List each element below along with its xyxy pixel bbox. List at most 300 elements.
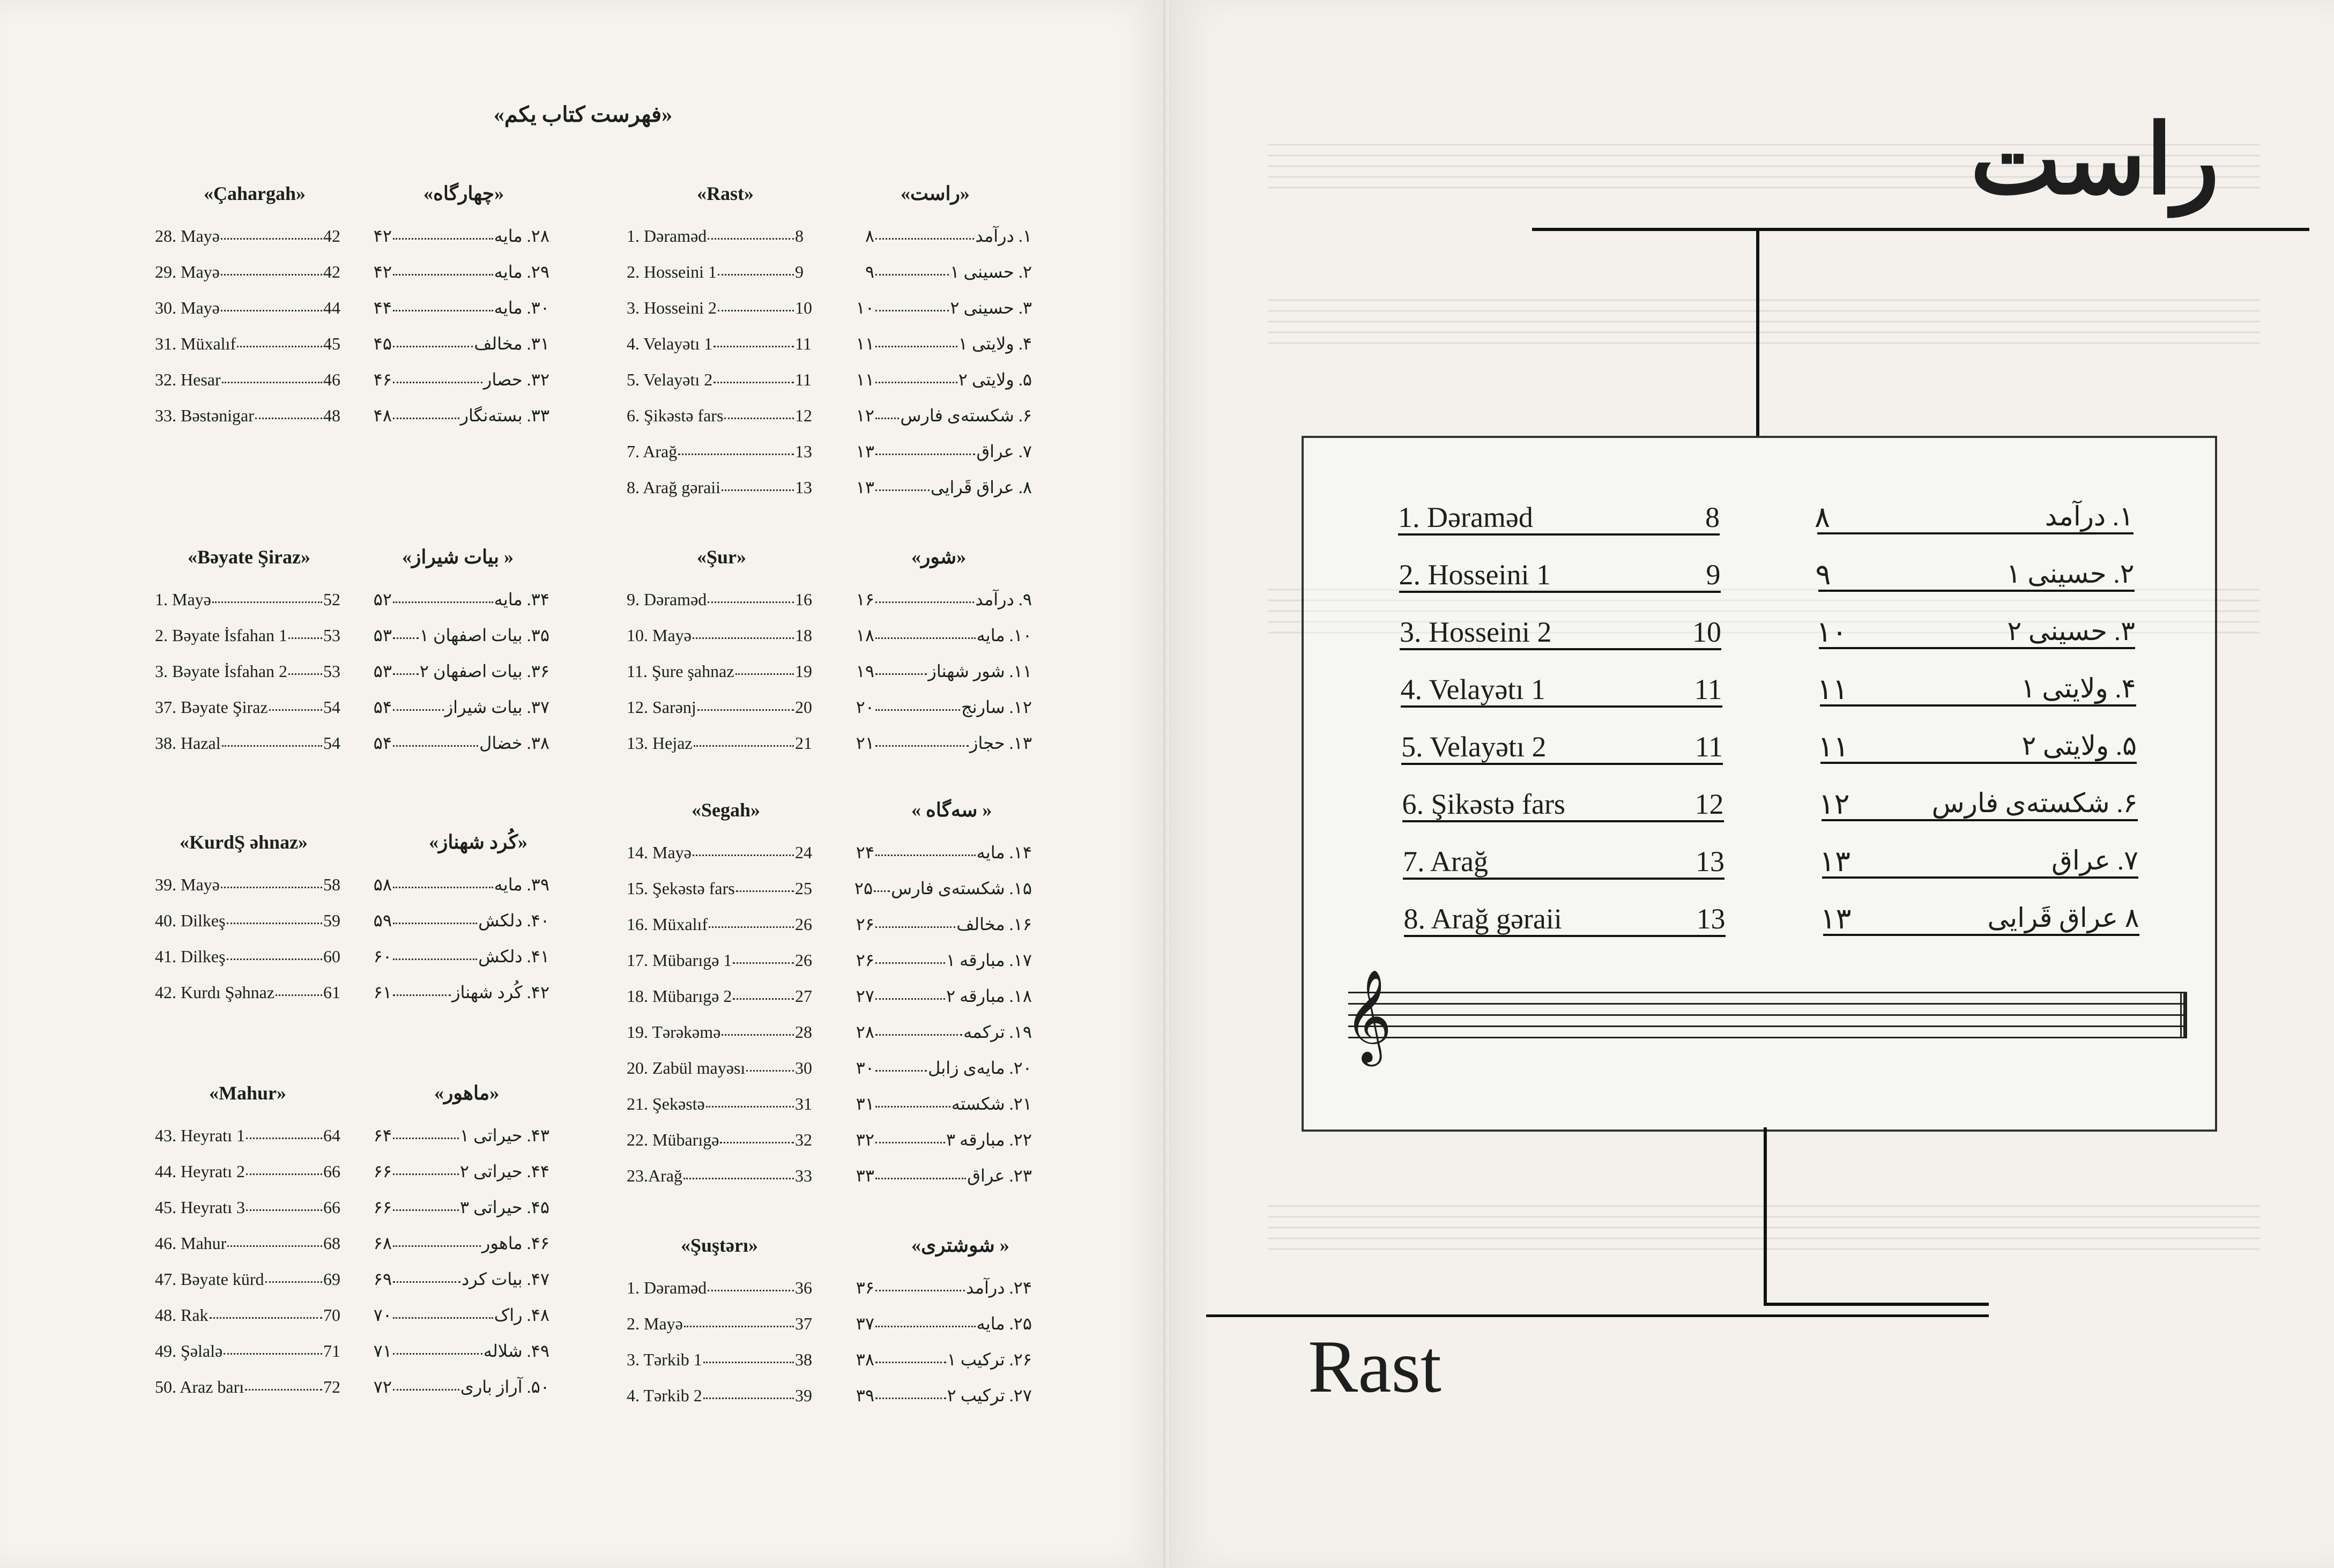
entry-title-persian: ۱۰. مایه (976, 626, 1032, 645)
entry-page-number: 61 (323, 983, 340, 1002)
entry-page-number: 54 (323, 733, 340, 753)
contents-item-page-persian: ۹ (1815, 559, 1831, 591)
index-entry-persian (362, 297, 549, 318)
index-section-heading-latin: «Bəyate Şiraz» (188, 546, 310, 568)
entry-page-number-persian: ۳۳ (856, 1166, 874, 1185)
leader-dots (288, 673, 322, 675)
section-title-english: Rast (1308, 1325, 1441, 1408)
index-entry-latin (627, 297, 812, 318)
index-entry-persian (362, 910, 549, 931)
leader-dots (684, 1326, 794, 1327)
entry-page-number-persian: ۶۸ (373, 1233, 392, 1253)
entry-title: 50. Araz barı (155, 1377, 244, 1396)
entry-title: 45. Heyratı 3 (155, 1198, 245, 1217)
entry-title: 5. Velayətı 2 (627, 370, 713, 389)
index-entry-latin (627, 696, 812, 718)
leader-dots (709, 926, 794, 928)
index-entry-latin (627, 1277, 812, 1298)
title-connector-vertical (1756, 229, 1759, 437)
leader-dots (746, 1070, 794, 1072)
contents-item-persian: ۲. حسینی ۱ (1818, 558, 2135, 592)
leader-dots (393, 382, 482, 383)
entry-title-persian: ۱۱. شور شهناز (928, 662, 1032, 681)
entry-title: 41. Dilkeş (155, 947, 226, 966)
entry-title-persian: ۲۵. مایه (976, 1314, 1032, 1333)
entry-title-persian: ۳۵. بیات اصفهان ۱ (419, 626, 549, 645)
leader-dots (708, 238, 794, 240)
leader-dots (720, 1142, 794, 1143)
entry-title: 17. Mübarıgə 1 (627, 950, 732, 970)
leader-dots (393, 310, 493, 311)
entry-page-number-persian: ۹ (865, 262, 874, 281)
entry-page-number: 32 (795, 1130, 812, 1149)
entry-page-number-persian: ۴۸ (373, 406, 392, 425)
entry-page-number-persian: ۲۰ (856, 697, 874, 717)
entry-title-persian: ۴۷. بیات کرد (462, 1269, 549, 1289)
section-title-persian: راست (1970, 107, 2219, 214)
leader-dots (393, 958, 477, 960)
leader-dots (875, 346, 957, 347)
contents-item-latin (1400, 616, 1721, 650)
index-entry-latin (155, 732, 340, 754)
index-section-heading-persian: «کُرد شهناز» (429, 831, 528, 853)
entry-title-persian: ۲۸. مایه (494, 226, 549, 246)
entry-page-number-persian: ۴۴ (373, 298, 392, 317)
entry-title: 14. Mayə (627, 843, 692, 862)
leader-dots (222, 382, 322, 383)
entry-page-number-persian: ۵۸ (373, 875, 392, 894)
index-entry-persian (844, 985, 1032, 1007)
contents-item-page-persian: ۱۰ (1816, 616, 1848, 648)
entry-page-number-persian: ۶۶ (373, 1198, 392, 1217)
entry-title: 48. Rak (155, 1305, 209, 1325)
entry-title-persian: ۳۰. مایه (494, 298, 549, 317)
entry-page-number: 25 (795, 879, 812, 898)
contents-item-title: 3. Hosseini 2 (1400, 616, 1552, 648)
index-entry-latin (627, 878, 812, 899)
index-entry-latin (627, 732, 812, 754)
index-section-heading-persian: «راست» (901, 183, 970, 204)
entry-page-number-persian: ۱۱ (856, 334, 874, 353)
entry-title-persian: ۱۴. مایه (976, 843, 1032, 862)
index-entry-latin (155, 261, 340, 283)
entry-title: 22. Mübarıgə (627, 1130, 719, 1149)
index-entry-latin (627, 842, 812, 863)
contents-item-page: 13 (1696, 903, 1726, 935)
entry-page-number-persian: ۶۴ (373, 1126, 392, 1145)
leader-dots (393, 1173, 459, 1175)
entry-page-number: 54 (323, 697, 340, 717)
entry-page-number-persian: ۶۱ (373, 983, 392, 1002)
leader-dots (393, 887, 493, 888)
entry-page-number: 8 (795, 226, 804, 246)
contents-item-page-persian: ۱۳ (1819, 845, 1851, 878)
leader-dots (722, 1034, 794, 1036)
entry-page-number-persian: ۳۸ (856, 1350, 874, 1369)
entry-page-number-persian: ۲۸ (856, 1022, 874, 1042)
entry-page-number: 53 (323, 626, 340, 645)
entry-page-number: 11 (795, 334, 812, 353)
index-entry-latin (627, 261, 804, 283)
entry-title-persian: ۴۲. کُرد شهناز (452, 983, 549, 1002)
entry-page-number-persian: ۶۶ (373, 1162, 392, 1181)
entry-title: 44. Heyratı 2 (155, 1162, 245, 1181)
leader-dots (227, 1245, 322, 1247)
leader-dots (722, 489, 794, 491)
leader-dots (393, 1389, 459, 1391)
index-entry-persian (844, 405, 1032, 426)
contents-item-page: 9 (1706, 559, 1721, 591)
entry-page-number-persian: ۷۰ (373, 1305, 392, 1325)
index-entry-latin (155, 910, 340, 931)
leader-dots (694, 745, 794, 747)
index-entry-latin (155, 1376, 340, 1398)
entry-title-persian: ۲۷. ترکیب ۲ (947, 1386, 1032, 1405)
entry-page-number-persian: ۵۴ (373, 733, 392, 753)
left-page-index (0, 0, 1166, 1568)
leader-dots (875, 1142, 945, 1143)
entry-page-number: 13 (795, 478, 812, 497)
index-entry-persian (844, 477, 1032, 498)
contents-item-latin (1401, 731, 1723, 765)
entry-title: 15. Şekəstə fars (627, 879, 735, 898)
index-entry-persian (362, 369, 549, 390)
index-section-heading-latin: «Şur» (697, 546, 747, 568)
entry-title: 32. Hesar (155, 370, 221, 389)
contents-item-persian: ۳. حسینی ۲ (1819, 615, 2135, 649)
entry-page-number-persian: ۲۱ (856, 733, 874, 753)
contents-item-page: 13 (1696, 845, 1725, 878)
leader-dots (210, 1317, 322, 1319)
entry-title-persian: ۱۲. سارنج (961, 697, 1032, 717)
leader-dots (393, 418, 459, 419)
leader-dots (875, 454, 975, 455)
leader-dots (393, 238, 493, 240)
entry-page-number-persian: ۲۴ (856, 843, 874, 862)
index-entry-latin (155, 369, 340, 390)
entry-title: 1. Mayə (155, 590, 211, 609)
contents-item-page: 8 (1705, 501, 1720, 533)
entry-title-persian: ۲۰. مایه‌ی زابل (928, 1058, 1032, 1077)
index-entry-persian (844, 589, 1032, 610)
index-entry-persian (362, 1268, 549, 1290)
contents-item-persian: ۱. درآمد (1817, 500, 2134, 534)
bottom-connector-vertical (1764, 1127, 1767, 1304)
entry-page-number: 48 (323, 406, 340, 425)
index-entry-latin (155, 1268, 340, 1290)
contents-item-title: 2. Hosseini 1 (1399, 559, 1551, 591)
entry-title-persian: ۲۲. مبارقه ۳ (946, 1130, 1032, 1149)
index-entry-latin (627, 1165, 812, 1186)
leader-dots (708, 1290, 794, 1291)
entry-title-persian: ۴۴. حیراتی ۲ (459, 1162, 549, 1181)
leader-dots (875, 745, 969, 747)
index-entry-persian (844, 225, 1032, 247)
entry-title: 2. Bəyate İsfahan 1 (155, 626, 288, 645)
leader-dots (393, 745, 478, 747)
entry-page-number: 68 (323, 1233, 340, 1253)
entry-title-persian: ۳۹. مایه (494, 875, 549, 894)
index-entry-persian (844, 842, 1032, 863)
index-entry-latin (627, 1021, 812, 1043)
index-entry-persian (844, 878, 1032, 899)
entry-page-number: 10 (795, 298, 812, 317)
entry-title: 40. Dilkeş (155, 911, 226, 930)
entry-title: 2. Mayə (627, 1314, 683, 1333)
leader-dots (875, 1326, 976, 1327)
index-entry-persian (362, 1197, 549, 1218)
entry-page-number-persian: ۲۷ (856, 986, 874, 1006)
entry-page-number: 20 (795, 697, 812, 717)
index-entry-persian (844, 333, 1032, 354)
entry-title-persian: ۴. ولایتی ۱ (958, 334, 1032, 353)
entry-page-number: 24 (795, 843, 812, 862)
leader-dots (874, 890, 890, 892)
entry-title-persian: ۹. درآمد (975, 590, 1032, 609)
index-entry-latin (627, 589, 812, 610)
entry-title-persian: ۵. ولایتی ۲ (958, 370, 1032, 389)
index-entry-latin (155, 625, 340, 646)
index-entry-latin (627, 1313, 812, 1334)
entry-page-number-persian: ۱۶ (856, 590, 874, 609)
index-section-heading-latin: «Mahur» (209, 1082, 286, 1104)
contents-item-latin (1399, 559, 1721, 593)
index-entry-latin (155, 1232, 340, 1254)
leader-dots (875, 601, 974, 603)
index-entry-persian (362, 333, 549, 354)
entry-title-persian: ۳۶. بیات اصفهان ۲ (419, 662, 549, 681)
entry-title: 21. Şekəstə (627, 1094, 705, 1113)
entry-title: 9. Dəraməd (627, 590, 707, 609)
entry-title: 3. Hosseini 2 (627, 298, 717, 317)
entry-title-persian: ۲۴. درآمد (966, 1278, 1032, 1297)
leader-dots (393, 601, 493, 603)
entry-page-number-persian: ۱۳ (856, 478, 874, 497)
index-entry-persian (844, 625, 1032, 646)
index-entry-latin (155, 297, 340, 318)
index-entry-latin (155, 1161, 340, 1182)
index-entry-latin (155, 946, 340, 967)
index-section-heading-latin: «Çahargah» (204, 183, 306, 204)
entry-page-number: 44 (323, 298, 340, 317)
index-entry-persian (844, 913, 1032, 935)
entry-title: 3. Bəyate İsfahan 2 (155, 662, 288, 681)
entry-title: 47. Bəyate kürd (155, 1269, 264, 1289)
contents-item-persian: ۵. ولایتی ۲ (1820, 730, 2137, 764)
index-entry-persian (362, 660, 549, 682)
entry-page-number-persian: ۶۹ (373, 1269, 392, 1289)
leader-dots (212, 601, 322, 603)
index-entry-persian (844, 1057, 1032, 1079)
leader-dots (875, 382, 957, 383)
index-entry-latin (155, 225, 340, 247)
entry-page-number: 26 (795, 950, 812, 970)
leader-dots (227, 958, 322, 960)
contents-item-persian: ۴. ولایتی ۱ (1820, 672, 2136, 707)
entry-page-number: 58 (323, 875, 340, 894)
index-entry-latin (627, 1129, 812, 1150)
index-entry-latin (155, 660, 340, 682)
entry-title-persian: ۴۰. دلکش (478, 911, 549, 930)
index-entry-latin (627, 1057, 812, 1079)
entry-title-persian: ۳۸. خضال (479, 733, 549, 753)
leader-dots (875, 709, 960, 711)
leader-dots (875, 1034, 962, 1036)
entry-title: 10. Mayə (627, 626, 692, 645)
leader-dots (875, 673, 927, 675)
entry-title: 46. Mahur (155, 1233, 227, 1253)
index-entry-latin (155, 1197, 340, 1218)
entry-page-number: 42 (323, 226, 340, 246)
index-entry-latin (627, 949, 812, 971)
entry-page-number: 52 (323, 590, 340, 609)
treble-clef-icon: 𝄞 (1344, 969, 1392, 1062)
index-section-heading-persian: «شور» (911, 546, 967, 568)
leader-dots (255, 418, 322, 419)
leader-dots (245, 1389, 322, 1391)
entry-page-number: 64 (323, 1126, 340, 1145)
entry-title: 33. Bəstənigar (155, 406, 254, 425)
entry-title: 1. Dəraməd (627, 1278, 707, 1297)
index-entry-persian (844, 369, 1032, 390)
entry-title-persian: ۴۳. حیراتی ۱ (459, 1126, 549, 1145)
entry-page-number-persian: ۲۵ (854, 879, 873, 898)
leader-dots (697, 709, 794, 711)
entry-title: 6. Şikəstə fars (627, 406, 724, 425)
index-entry-latin (627, 985, 812, 1007)
leader-dots (875, 418, 899, 419)
entry-page-number-persian: ۲۶ (856, 915, 874, 934)
contents-item-page-persian: ۱۲ (1818, 788, 1850, 820)
leader-dots (875, 489, 930, 491)
entry-title: 29. Mayə (155, 262, 220, 281)
leader-dots (393, 346, 473, 347)
contents-item-page: 12 (1694, 788, 1724, 820)
entry-title-persian: ۴۹. شلاله (483, 1341, 549, 1361)
entry-title: 28. Mayə (155, 226, 220, 246)
index-entry-persian (844, 1313, 1032, 1334)
index-entry-latin (155, 333, 340, 354)
entry-page-number: 16 (795, 590, 812, 609)
entry-page-number: 18 (795, 626, 812, 645)
entry-title: 11. Şure şahnaz (627, 662, 734, 681)
leader-dots (736, 890, 794, 892)
contents-item-latin (1398, 501, 1720, 536)
entry-title-persian: ۳۳. بسته‌نگار (460, 406, 549, 425)
entry-page-number: 9 (795, 262, 804, 281)
entry-page-number-persian: ۵۳ (373, 626, 392, 645)
entry-page-number: 66 (323, 1198, 340, 1217)
entry-page-number-persian: ۵۳ (373, 662, 392, 681)
entry-page-number: 30 (795, 1058, 812, 1077)
leader-dots (393, 274, 493, 276)
index-entry-latin (627, 1093, 812, 1114)
leader-dots (393, 994, 451, 996)
index-entry-latin (627, 333, 812, 354)
entry-page-number-persian: ۳۶ (856, 1278, 874, 1297)
index-entry-latin (155, 982, 340, 1003)
contents-item-title: 5. Velayətı 2 (1401, 731, 1547, 763)
entry-title-persian: ۴۶. ماهور (481, 1233, 549, 1253)
leader-dots (875, 310, 949, 311)
contents-item-page: 11 (1695, 731, 1723, 763)
index-entry-latin (627, 441, 812, 462)
entry-title: 20. Zabül mayəsı (627, 1058, 746, 1077)
leader-dots (393, 637, 419, 639)
entry-title: 16. Müxalıf (627, 915, 708, 934)
index-entry-latin (627, 1349, 812, 1370)
entry-page-number: 53 (323, 662, 340, 681)
index-entry-persian (844, 1129, 1032, 1150)
index-entry-persian (362, 405, 549, 426)
entry-title-persian: ۱۹. ترکمه (963, 1022, 1032, 1042)
leader-dots (875, 1290, 965, 1291)
index-entry-persian (362, 1125, 549, 1146)
entry-page-number-persian: ۶۰ (373, 947, 392, 966)
entry-title-persian: ۳۱. مخالف (474, 334, 549, 353)
index-entry-latin (155, 1340, 340, 1362)
entry-title-persian: ۱۵. شکسته‌ی فارس (891, 879, 1032, 898)
index-entry-persian (362, 1304, 549, 1326)
leader-dots (288, 637, 322, 639)
leader-dots (875, 1106, 950, 1108)
entry-title: 3. Tərkib 1 (627, 1350, 702, 1369)
entry-page-number: 26 (795, 915, 812, 934)
entry-title-persian: ۲۱. شکسته (951, 1094, 1032, 1113)
entry-page-number-persian: ۱۲ (856, 406, 874, 425)
entry-page-number-persian: ۱۸ (856, 626, 874, 645)
bottom-horizontal-rule (1206, 1314, 1989, 1317)
entry-title-persian: ۳. حسینی ۲ (950, 298, 1032, 317)
index-entry-persian (844, 732, 1032, 754)
index-entry-latin (155, 696, 340, 718)
entry-page-number-persian: ۵۴ (373, 697, 392, 717)
index-entry-persian (362, 732, 549, 754)
entry-title-persian: ۴۵. حیراتی ۳ (459, 1198, 549, 1217)
index-entry-persian (844, 441, 1032, 462)
entry-page-number-persian: ۵۹ (373, 911, 392, 930)
index-section-heading-persian: « سه‌گاه » (911, 799, 992, 821)
index-entry-persian (362, 1232, 549, 1254)
entry-title: 19. Tərəkəmə (627, 1022, 721, 1042)
leader-dots (221, 310, 322, 311)
leader-dots (222, 745, 322, 747)
index-entry-latin (627, 1385, 812, 1406)
entry-page-number: 36 (795, 1278, 812, 1297)
index-entry-persian (362, 225, 549, 247)
index-entry-persian (844, 949, 1032, 971)
contents-item-latin (1401, 673, 1722, 708)
index-entry-latin (627, 913, 812, 935)
entry-title: 30. Mayə (155, 298, 220, 317)
contents-item-latin (1404, 903, 1726, 937)
index-entry-latin (155, 1304, 340, 1326)
entry-title-persian: ۱۶. مخالف (956, 915, 1032, 934)
entry-page-number: 70 (323, 1305, 340, 1325)
index-section-heading-persian: «ماهور» (434, 1082, 500, 1104)
entry-page-number: 27 (795, 986, 812, 1006)
entry-title: 38. Hazal (155, 733, 221, 753)
leader-dots (733, 962, 794, 964)
leader-dots (393, 1209, 459, 1211)
entry-page-number-persian: ۱۰ (856, 298, 874, 317)
leader-dots (221, 238, 322, 240)
index-entry-persian (844, 261, 1032, 283)
entry-title-persian: ۴۱. دلکش (478, 947, 549, 966)
leader-dots (237, 346, 322, 347)
index-section-heading-persian: « بیات شیراز» (402, 546, 514, 568)
entry-page-number-persian: ۷۲ (373, 1377, 392, 1396)
